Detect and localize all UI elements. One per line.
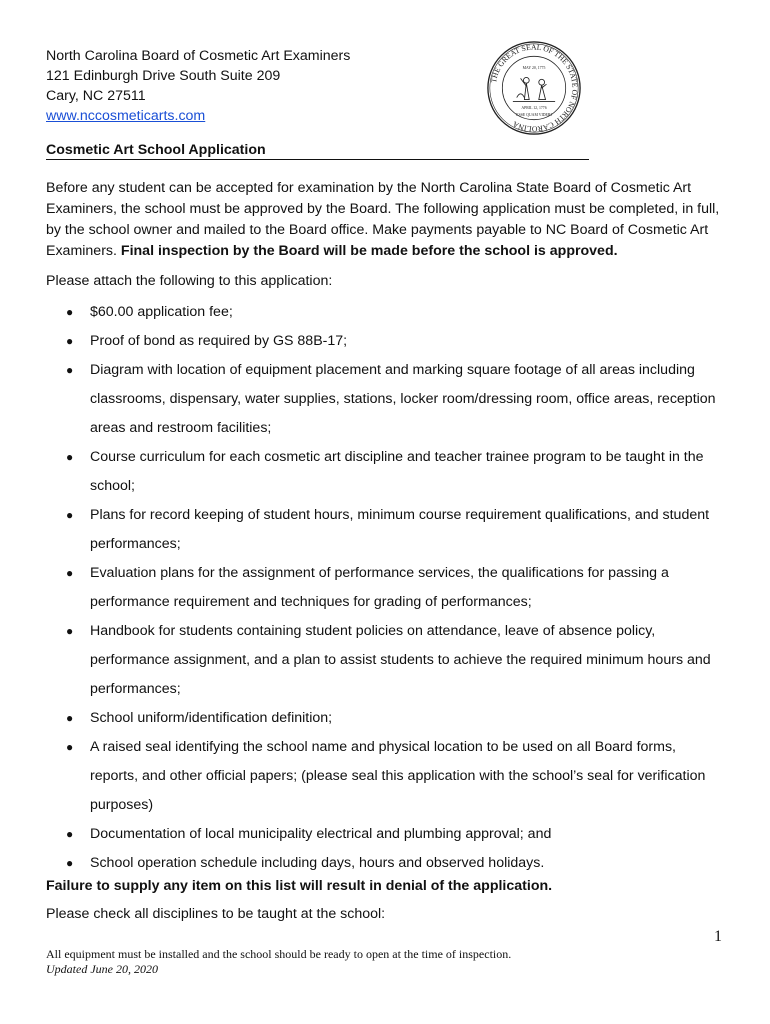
list-item: ● A raised seal identifying the school name and physical location to be used on all Board forms, reports, and other official papers; (please seal this application with the school’s seal for verification purposes) [46,733,726,820]
state-seal-icon [486,40,582,136]
bullet-icon: ● [66,624,74,638]
bullet-icon: ● [66,508,74,522]
disciplines-prompt: Please check all disciplines to be taught at the school: [46,906,386,922]
list-item: ● Course curriculum for each cosmetic art discipline and teacher trainee program to be taught in the school; [46,443,726,501]
bullet-icon: ● [66,566,74,580]
list-item: ● Handbook for students containing student policies on attendance, leave of absence policy, performance assignment, and a plan to assist students to achieve the required minimum hours and performances; [46,617,726,704]
list-item: ● Plans for record keeping of student hours, minimum course requirement qualifications, and student performances; [46,501,726,559]
city-state-zip: Cary, NC 27511 [46,88,146,104]
seal-date-bottom: APRIL 12, 1776 [521,106,547,111]
list-item: ● Evaluation plans for the assignment of performance services, the qualifications for passing a performance requirement and techniques for grading of performances; [46,559,726,617]
letterhead [46,46,350,126]
list-item: ● Diagram with location of equipment placement and marking square footage of all areas including classrooms, dispensary, water supplies, stations, locker room/dressing room, office areas, reception areas and restroom facilities; [46,356,726,443]
seal-motto: ESSE QUAM VIDERI [516,112,552,117]
bullet-icon: ● [66,827,74,841]
bullet-icon: ● [66,450,74,464]
org-name: North Carolina Board of Cosmetic Art Examiners [46,48,351,64]
requirements-list [46,298,726,878]
title-underline [46,142,589,160]
document-title: Cosmetic Art School Application [46,142,266,158]
intro-text: Before any student can be accepted for examination by the North Carolina State Board of Cosmetic Art Examiners, the school must be approved by the Board. The following application must be completed, in full, by the school owner and mailed to the Board office. Make payments payable to NC Board of Cosmetic Art Examiners. [46,180,720,259]
bullet-icon: ● [66,740,74,754]
footer [46,947,511,977]
street-address: 121 Edinburgh Drive South Suite 209 [46,68,281,84]
bullet-icon: ● [66,305,74,319]
seal-outer-text: THE GREAT SEAL OF THE STATE OF NORTH CAROLINA [488,42,580,134]
seal-date-top: MAY 20, 1775 [522,65,546,70]
bullet-icon: ● [66,856,74,870]
bullet-icon: ● [66,334,74,348]
bullet-icon: ● [66,711,74,725]
list-item: ● Documentation of local municipality electrical and plumbing approval; and [46,820,726,849]
list-item: ● School uniform/identification definition; [46,704,726,733]
updated-date: Updated June 20, 2020 [46,962,158,976]
page-number: 1 [714,928,722,945]
website-link[interactable]: www.nccosmeticarts.com [46,108,206,124]
footer-note: All equipment must be installed and the school should be ready to open at the time of inspection. [46,947,512,961]
list-item: ● $60.00 application fee; [46,298,726,327]
list-item: ● Proof of bond as required by GS 88B-17; [46,327,726,356]
failure-note: Failure to supply any item on this list will result in denial of the application. [46,878,553,894]
intro-paragraph [46,178,726,262]
list-item: ● School operation schedule including days, hours and observed holidays. [46,849,726,878]
intro-bold-text: Final inspection by the Board will be made before the school is approved. [120,243,618,259]
bullet-icon: ● [66,363,74,377]
attach-heading: Please attach the following to this application: [46,273,333,289]
